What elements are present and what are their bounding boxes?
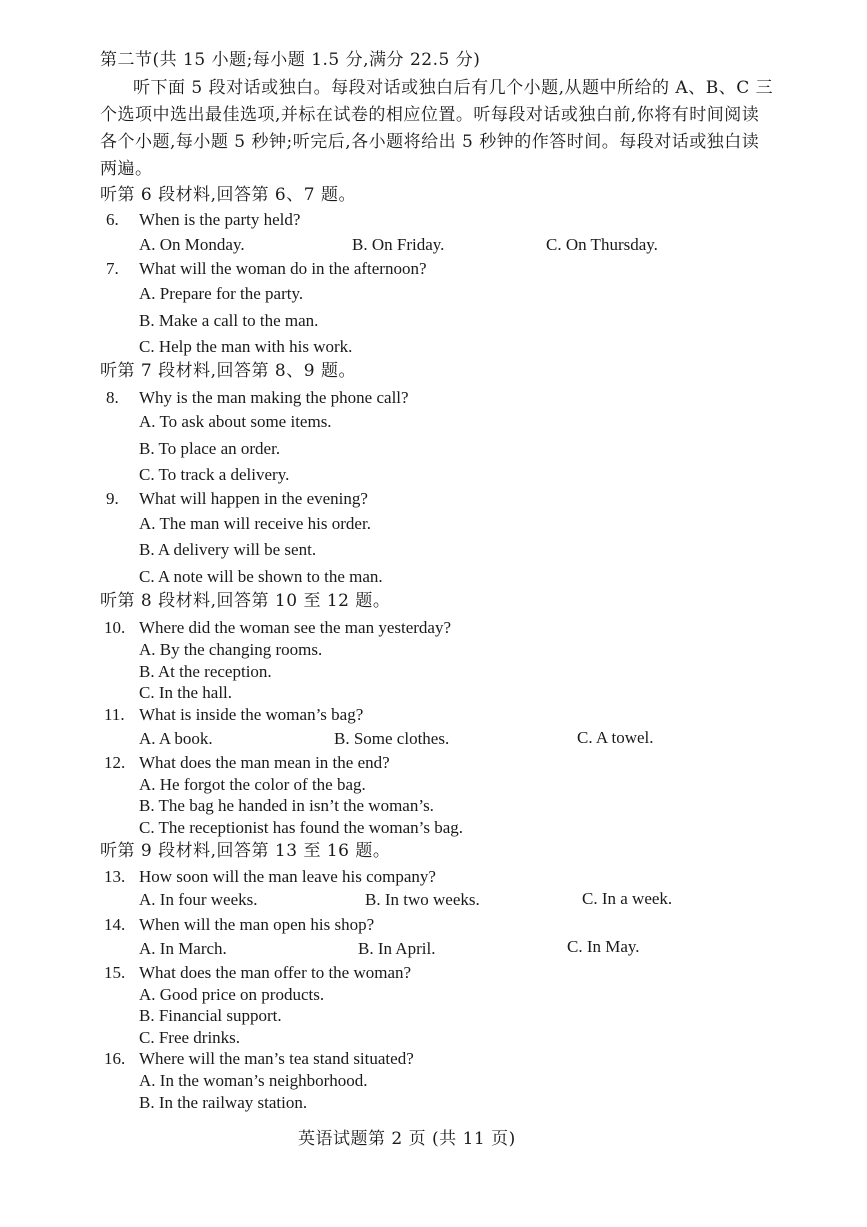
- option: B. At the reception.: [139, 662, 272, 681]
- question-number: 16.: [104, 1049, 126, 1068]
- instruction-line: 个选项中选出最佳选项,并标在试卷的相应位置。听每段对话或独白前,你将有时间阅读: [100, 105, 760, 125]
- option: C. A note will be shown to the man.: [139, 567, 383, 586]
- option: B. Financial support.: [139, 1006, 282, 1025]
- instruction-line: 听下面 5 段对话或独白。每段对话或独白后有几个小题,从题中所给的 A、B、C 三: [133, 78, 774, 98]
- instruction-line: 两遍。: [100, 159, 153, 179]
- group-label: 听第 8 段材料,回答第 10 至 12 题。: [100, 591, 391, 611]
- question-text: When will the man open his shop?: [139, 915, 375, 934]
- option: A. Prepare for the party.: [139, 284, 304, 303]
- option: B. In April.: [358, 939, 436, 958]
- option: A. By the changing rooms.: [139, 640, 323, 659]
- option: A. The man will receive his order.: [139, 514, 371, 533]
- option: A. A book.: [139, 729, 213, 748]
- question-number: 11.: [104, 705, 125, 724]
- option: C. In May.: [567, 937, 640, 956]
- question-text: Where will the man’s tea stand situated?: [139, 1049, 414, 1068]
- option: B. A delivery will be sent.: [139, 540, 317, 559]
- question-number: 7.: [106, 259, 119, 278]
- question-number: 12.: [104, 753, 126, 772]
- group-label: 听第 7 段材料,回答第 8、9 题。: [100, 361, 356, 381]
- section-title: 第二节(共 15 小题;每小题 1.5 分,满分 22.5 分): [100, 50, 481, 70]
- option: A. On Monday.: [139, 235, 245, 254]
- question-number: 14.: [104, 915, 126, 934]
- option: C. Help the man with his work.: [139, 337, 353, 356]
- question-text: Where did the woman see the man yesterday?: [139, 618, 452, 637]
- option: B. In two weeks.: [365, 890, 480, 909]
- question-text: How soon will the man leave his company?: [139, 867, 436, 886]
- question-text: Why is the man making the phone call?: [139, 388, 409, 407]
- question-number: 15.: [104, 963, 126, 982]
- option: C. Free drinks.: [139, 1028, 241, 1047]
- option: A. Good price on products.: [139, 985, 325, 1004]
- option: C. To track a delivery.: [139, 465, 290, 484]
- option: B. To place an order.: [139, 439, 281, 458]
- question-text: What does the man offer to the woman?: [139, 963, 412, 982]
- option: C. The receptionist has found the woman’s bag.: [139, 818, 464, 837]
- option: B. On Friday.: [352, 235, 445, 254]
- option: B. In the railway station.: [139, 1093, 308, 1112]
- question-text: What does the man mean in the end?: [139, 753, 390, 772]
- option: C. In the hall.: [139, 683, 233, 702]
- option: A. He forgot the color of the bag.: [139, 775, 366, 794]
- question-number: 10.: [104, 618, 126, 637]
- question-text: When is the party held?: [139, 210, 301, 229]
- question-text: What will the woman do in the afternoon?: [139, 259, 427, 278]
- question-number: 8.: [106, 388, 119, 407]
- question-number: 13.: [104, 867, 126, 886]
- option: B. The bag he handed in isn’t the woman’s.: [139, 796, 434, 815]
- option: C. On Thursday.: [546, 235, 658, 254]
- question-text: What will happen in the evening?: [139, 489, 368, 508]
- option: B. Some clothes.: [334, 729, 450, 748]
- option: A. In the woman’s neighborhood.: [139, 1071, 368, 1090]
- option: A. In March.: [139, 939, 227, 958]
- option: B. Make a call to the man.: [139, 311, 319, 330]
- question-number: 9.: [106, 489, 119, 508]
- option: A. To ask about some items.: [139, 412, 332, 431]
- question-number: 6.: [106, 210, 119, 229]
- instruction-line: 各个小题,每小题 5 秒钟;听完后,各小题将给出 5 秒钟的作答时间。每段对话或独白读: [100, 132, 760, 152]
- option: C. A towel.: [577, 728, 654, 747]
- option: A. In four weeks.: [139, 890, 258, 909]
- group-label: 听第 9 段材料,回答第 13 至 16 题。: [100, 841, 391, 861]
- page-footer: 英语试题第 2 页 (共 11 页): [298, 1129, 516, 1149]
- option: C. In a week.: [582, 889, 673, 908]
- group-label: 听第 6 段材料,回答第 6、7 题。: [100, 185, 356, 205]
- question-text: What is inside the woman’s bag?: [139, 705, 364, 724]
